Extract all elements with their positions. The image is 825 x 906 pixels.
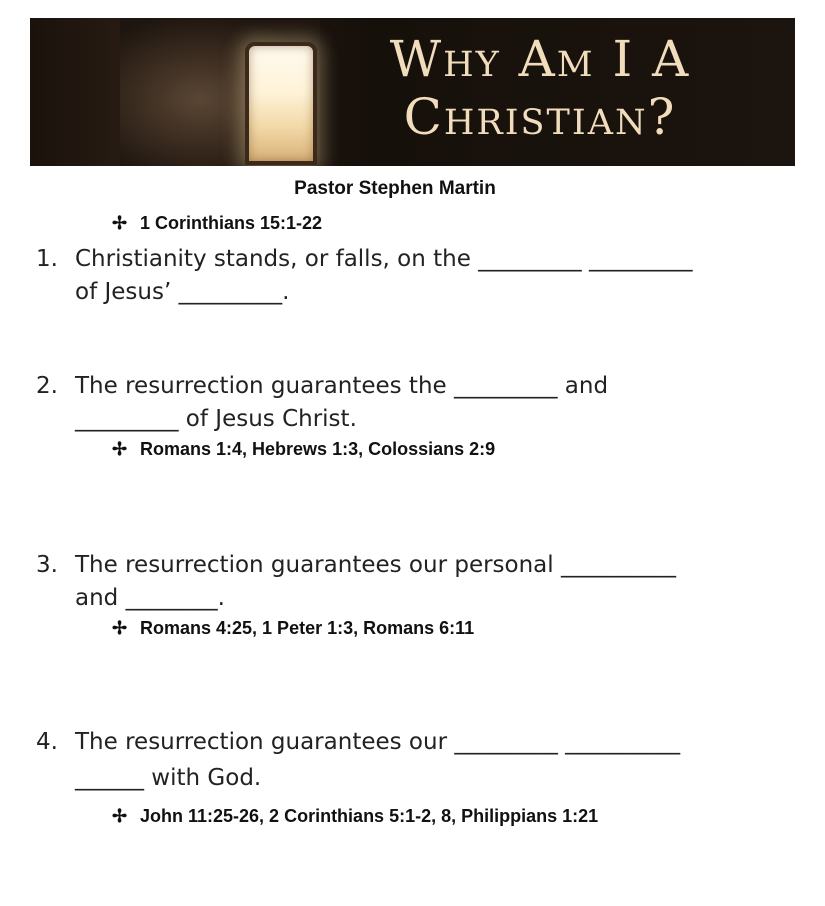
point-text-line: and ________.: [75, 585, 225, 611]
scripture-reference-point-4: [112, 806, 598, 827]
point-text-line: Christianity stands, or falls, on the _________ _________: [75, 246, 693, 272]
point-text-line: The resurrection guarantees our personal __________: [75, 552, 676, 578]
empty-tomb-image: [120, 18, 320, 166]
scripture-reference-point-2: [112, 439, 495, 460]
reference-text: John 11:25-26, 2 Corinthians 5:1-2, 8, Philippians 1:21: [140, 806, 599, 826]
point-text-line: _________ of Jesus Christ.: [75, 406, 357, 432]
point-text-line: of Jesus’ _________.: [75, 279, 290, 305]
reference-text: Romans 4:25, 1 Peter 1:3, Romans 6:11: [140, 618, 475, 638]
cross-icon: ✢: [112, 618, 128, 638]
banner-title: [300, 30, 780, 146]
author-name: Pastor Stephen Martin: [294, 178, 496, 199]
point-2: [36, 370, 796, 436]
point-number: 3.: [36, 552, 58, 578]
scripture-reference-intro: [112, 213, 322, 234]
banner-title-line2: Christian?: [403, 88, 677, 146]
point-1: [36, 243, 796, 309]
point-number: 2.: [36, 373, 58, 399]
point-3: [36, 549, 796, 615]
reference-text: 1 Corinthians 15:1-22: [140, 213, 323, 233]
cross-icon: ✢: [112, 806, 128, 826]
point-number: 1.: [36, 246, 58, 272]
point-text-line: The resurrection guarantees the _________ and: [75, 373, 609, 399]
point-4: [36, 726, 796, 795]
cross-icon: ✢: [112, 439, 128, 459]
point-number: 4.: [36, 729, 58, 755]
scripture-reference-point-3: [112, 618, 474, 639]
point-text-line: The resurrection guarantees our _________ __________: [75, 729, 681, 755]
cross-icon: ✢: [112, 213, 128, 233]
point-text-line: ______ with God.: [75, 765, 262, 791]
title-banner: [30, 18, 795, 166]
banner-title-line1: Why Am I A: [389, 30, 691, 88]
reference-text: Romans 1:4, Hebrews 1:3, Colossians 2:9: [140, 439, 496, 459]
